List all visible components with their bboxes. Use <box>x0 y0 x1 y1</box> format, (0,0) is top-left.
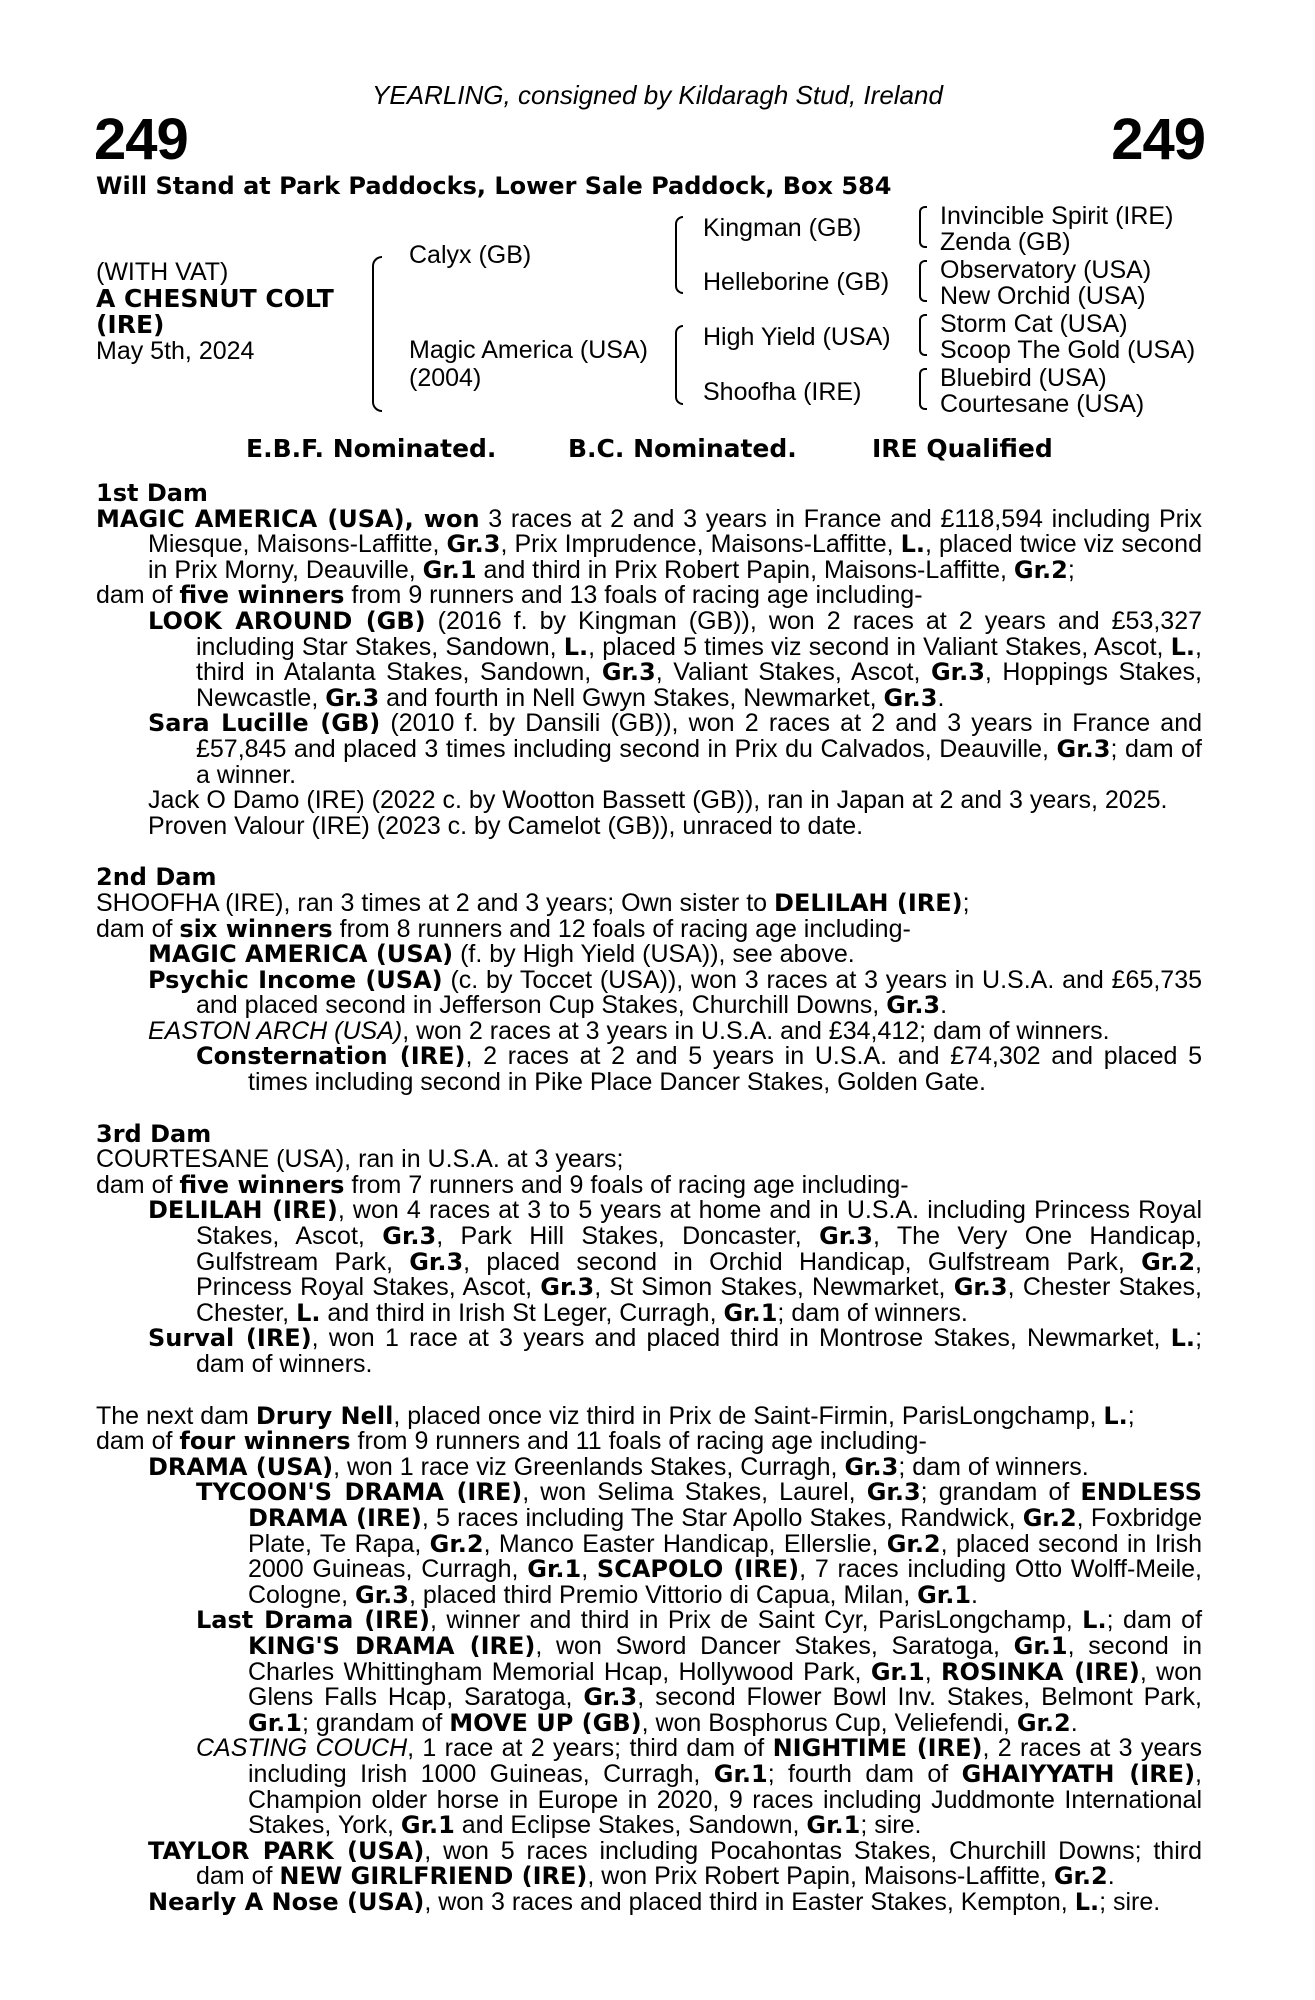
heading-2nd-dam: 2nd Dam <box>96 863 217 892</box>
produce-magic-america: MAGIC AMERICA (USA) (f. by High Yield (USA)), see above. <box>148 940 855 969</box>
dam: Magic America (USA) <box>409 336 648 364</box>
produce-nearly-a-nose: Nearly A Nose (USA), won 3 races and placed third in Easter Stakes, Kempton, L.; sire. <box>148 1887 1161 1916</box>
date-of-birth: May 5th, 2024 <box>96 337 255 365</box>
location-line: Will Stand at Park Paddocks, Lower Sale Paddock, Box 584 <box>96 172 892 200</box>
dam1-record: MAGIC AMERICA (USA), won 3 races at 2 and 3 years in France and £118,594 including Prix Miesque, Maisons-Laffitte, Gr.3, Prix Imprudence, Maisons-Laffitte, L., placed twice viz second in Prix Morny, Deauville, Gr.1 and third in Prix Robert Papin, Maisons-Laffitte, Gr.2; <box>96 504 1202 584</box>
dds: Bluebird (USA) <box>940 364 1107 392</box>
ire-qualified: IRE Qualified <box>872 434 1053 463</box>
produce-casting-couch: CASTING COUCH, 1 race at 2 years; third dam of NIGHTIME (IRE), 2 races at 3 years including Irish 1000 Guineas, Curragh, Gr.1; fourth dam of GHAIYYATH (IRE), Champion older horse in Europe in 2020, 9 races including Juddmonte International Stakes, York, Gr.1 and Eclipse Stakes, Sandown, Gr.1; sire. <box>196 1734 1202 1840</box>
ebf-nominated: E.B.F. Nominated. <box>246 434 497 463</box>
catalogue-subtitle: YEARLING, consigned by Kildaragh Stud, Ireland <box>372 80 943 110</box>
dam1-produce-summary: dam of five winners from 9 runners and 13 foals of racing age including- <box>96 581 923 610</box>
produce-jack-o-damo: Jack O Damo (IRE) (2022 c. by Wootton Bassett (GB)), ran in Japan at 2 and 3 years, 2025. <box>148 786 1168 815</box>
brace-sire <box>675 216 683 294</box>
sire: Calyx (GB) <box>409 241 532 269</box>
produce-surval: Surval (IRE), won 1 race at 3 years and placed third in Montrose Stakes, Newmarket, L.; dam of winners. <box>148 1324 1203 1378</box>
produce-proven-valour: Proven Valour (IRE) (2023 c. by Camelot (GB)), unraced to date. <box>148 811 864 840</box>
dam-year: (2004) <box>409 364 482 392</box>
lot-number-left: 249 <box>94 107 188 172</box>
sdd: New Orchid (USA) <box>940 282 1146 310</box>
brace-ds <box>919 314 927 356</box>
produce-easton-arch: EASTON ARCH (USA), won 2 races at 3 years in U.S.A. and £34,412; dam of winners. <box>148 1016 1110 1045</box>
ssd: Zenda (GB) <box>940 228 1071 256</box>
vat-label: (WITH VAT) <box>96 258 229 286</box>
brace-dd <box>919 368 927 410</box>
dam-dam: Shoofha (IRE) <box>703 378 862 406</box>
dam-sire: High Yield (USA) <box>703 323 891 351</box>
horse-name: A CHESNUT COLT <box>96 284 334 313</box>
brace-main <box>372 256 382 412</box>
produce-psychic-income: Psychic Income (USA) (c. by Toccet (USA)), won 3 races at 3 years in U.S.A. and £65,735 and placed second in Jefferson Cup Stakes, Churchill Downs, Gr.3. <box>148 965 1203 1020</box>
produce-consternation: Consternation (IRE), 2 races at 2 and 5 years in U.S.A. and £74,302 and placed 5 times including second in Pike Place Dancer Stakes, Golden Gate. <box>196 1042 1202 1097</box>
dam2-produce-summary: dam of six winners from 8 runners and 12 foals of racing age including- <box>96 914 911 943</box>
brace-dam <box>675 325 683 405</box>
bc-nominated: B.C. Nominated. <box>568 434 797 463</box>
dam3-produce-summary: dam of five winners from 7 runners and 9 foals of racing age including- <box>96 1170 909 1199</box>
produce-look-around: LOOK AROUND (GB) (2016 f. by Kingman (GB)), won 2 races at 2 years and £53,327 including Star Stakes, Sandown, L., placed 5 times viz second in Valiant Stakes, Ascot, L., third in Atalanta Stakes, Sandown, Gr.3, Valiant Stakes, Ascot, Gr.3, Hoppings Stakes, Newcastle, Gr.3 and fourth in Nell Gwyn Stakes, Newmarket, Gr.3. <box>148 606 1203 712</box>
brace-ss <box>919 206 927 248</box>
pedigree-body <box>96 481 1202 1915</box>
horse-origin: (IRE) <box>96 310 165 339</box>
dsd: Scoop The Gold (USA) <box>940 336 1196 364</box>
sss: Invincible Spirit (IRE) <box>940 202 1174 230</box>
next-dam-produce-summary: dam of four winners from 9 runners and 11 foals of racing age including- <box>96 1427 927 1456</box>
brace-sd <box>919 260 927 302</box>
lot-number-right: 249 <box>1111 107 1205 172</box>
sire-dam: Helleborine (GB) <box>703 268 890 296</box>
dam2-record: SHOOFHA (IRE), ran 3 times at 2 and 3 years; Own sister to DELILAH (IRE); <box>96 888 970 917</box>
produce-taylor-park: TAYLOR PARK (USA), won 5 races including Pocahontas Stakes, Churchill Downs; third dam of NEW GIRLFRIEND (IRE), won Prix Robert Papin, Maisons-Laffitte, Gr.2. <box>148 1836 1202 1891</box>
heading-3rd-dam: 3rd Dam <box>96 1119 212 1148</box>
sire-sire: Kingman (GB) <box>703 214 862 242</box>
dam3-record: COURTESANE (USA), ran in U.S.A. at 3 years; <box>96 1145 624 1174</box>
produce-sara-lucille: Sara Lucille (GB) (2010 f. by Dansili (GB)), won 2 races at 2 and 3 years in France and £57,845 and placed 3 times including second in Prix du Calvados, Deauville, Gr.3; dam of a winner. <box>148 709 1203 789</box>
dss: Storm Cat (USA) <box>940 310 1128 338</box>
produce-drama: DRAMA (USA), won 1 race viz Greenlands Stakes, Curragh, Gr.3; dam of winners. <box>148 1452 1089 1481</box>
produce-delilah: DELILAH (IRE), won 4 races at 3 to 5 years at home and in U.S.A. including Princess Royal Stakes, Ascot, Gr.3, Park Hill Stakes, Doncaster, Gr.3, The Very One Handicap, Gulfstream Park, Gr.3, placed second in Orchid Handicap, Gulfstream Park, Gr.2, Princess Royal Stakes, Ascot, Gr.3, St Simon Stakes, Newmarket, Gr.3, Chester Stakes, Chester, L. and third in Irish St Leger, Curragh, Gr.1; dam of winners. <box>148 1196 1203 1327</box>
next-dam-record: The next dam Drury Nell, placed once viz third in Prix de Saint-Firmin, ParisLongchamp, L.; <box>96 1401 1135 1430</box>
produce-last-drama: Last Drama (IRE), winner and third in Prix de Saint Cyr, ParisLongchamp, L.; dam of KING'S DRAMA (IRE), won Sword Dancer Stakes, Saratoga, Gr.1, second in Charles Whittingham Memorial Hcap, Hollywood Park, Gr.1, ROSINKA (IRE), won Glens Falls Hcap, Saratoga, Gr.3, second Flower Bowl Inv. Stakes, Belmont Park, Gr.1; grandam of MOVE UP (GB), won Bosphorus Cup, Veliefendi, Gr.2. <box>196 1606 1203 1737</box>
ddd: Courtesane (USA) <box>940 390 1145 418</box>
sds: Observatory (USA) <box>940 256 1152 284</box>
produce-tycoons-drama: TYCOON'S DRAMA (IRE), won Selima Stakes, Laurel, Gr.3; grandam of ENDLESS DRAMA (IRE), 5 races including The Star Apollo Stakes, Randwick, Gr.2, Foxbridge Plate, Te Rapa, Gr.2, Manco Easter Handicap, Ellerslie, Gr.2, placed second in Irish 2000 Guineas, Curragh, Gr.1, SCAPOLO (IRE), 7 races including Otto Wolff-Meile, Cologne, Gr.3, placed third Premio Vittorio di Capua, Milan, Gr.1. <box>196 1478 1203 1609</box>
heading-1st-dam: 1st Dam <box>96 479 208 507</box>
